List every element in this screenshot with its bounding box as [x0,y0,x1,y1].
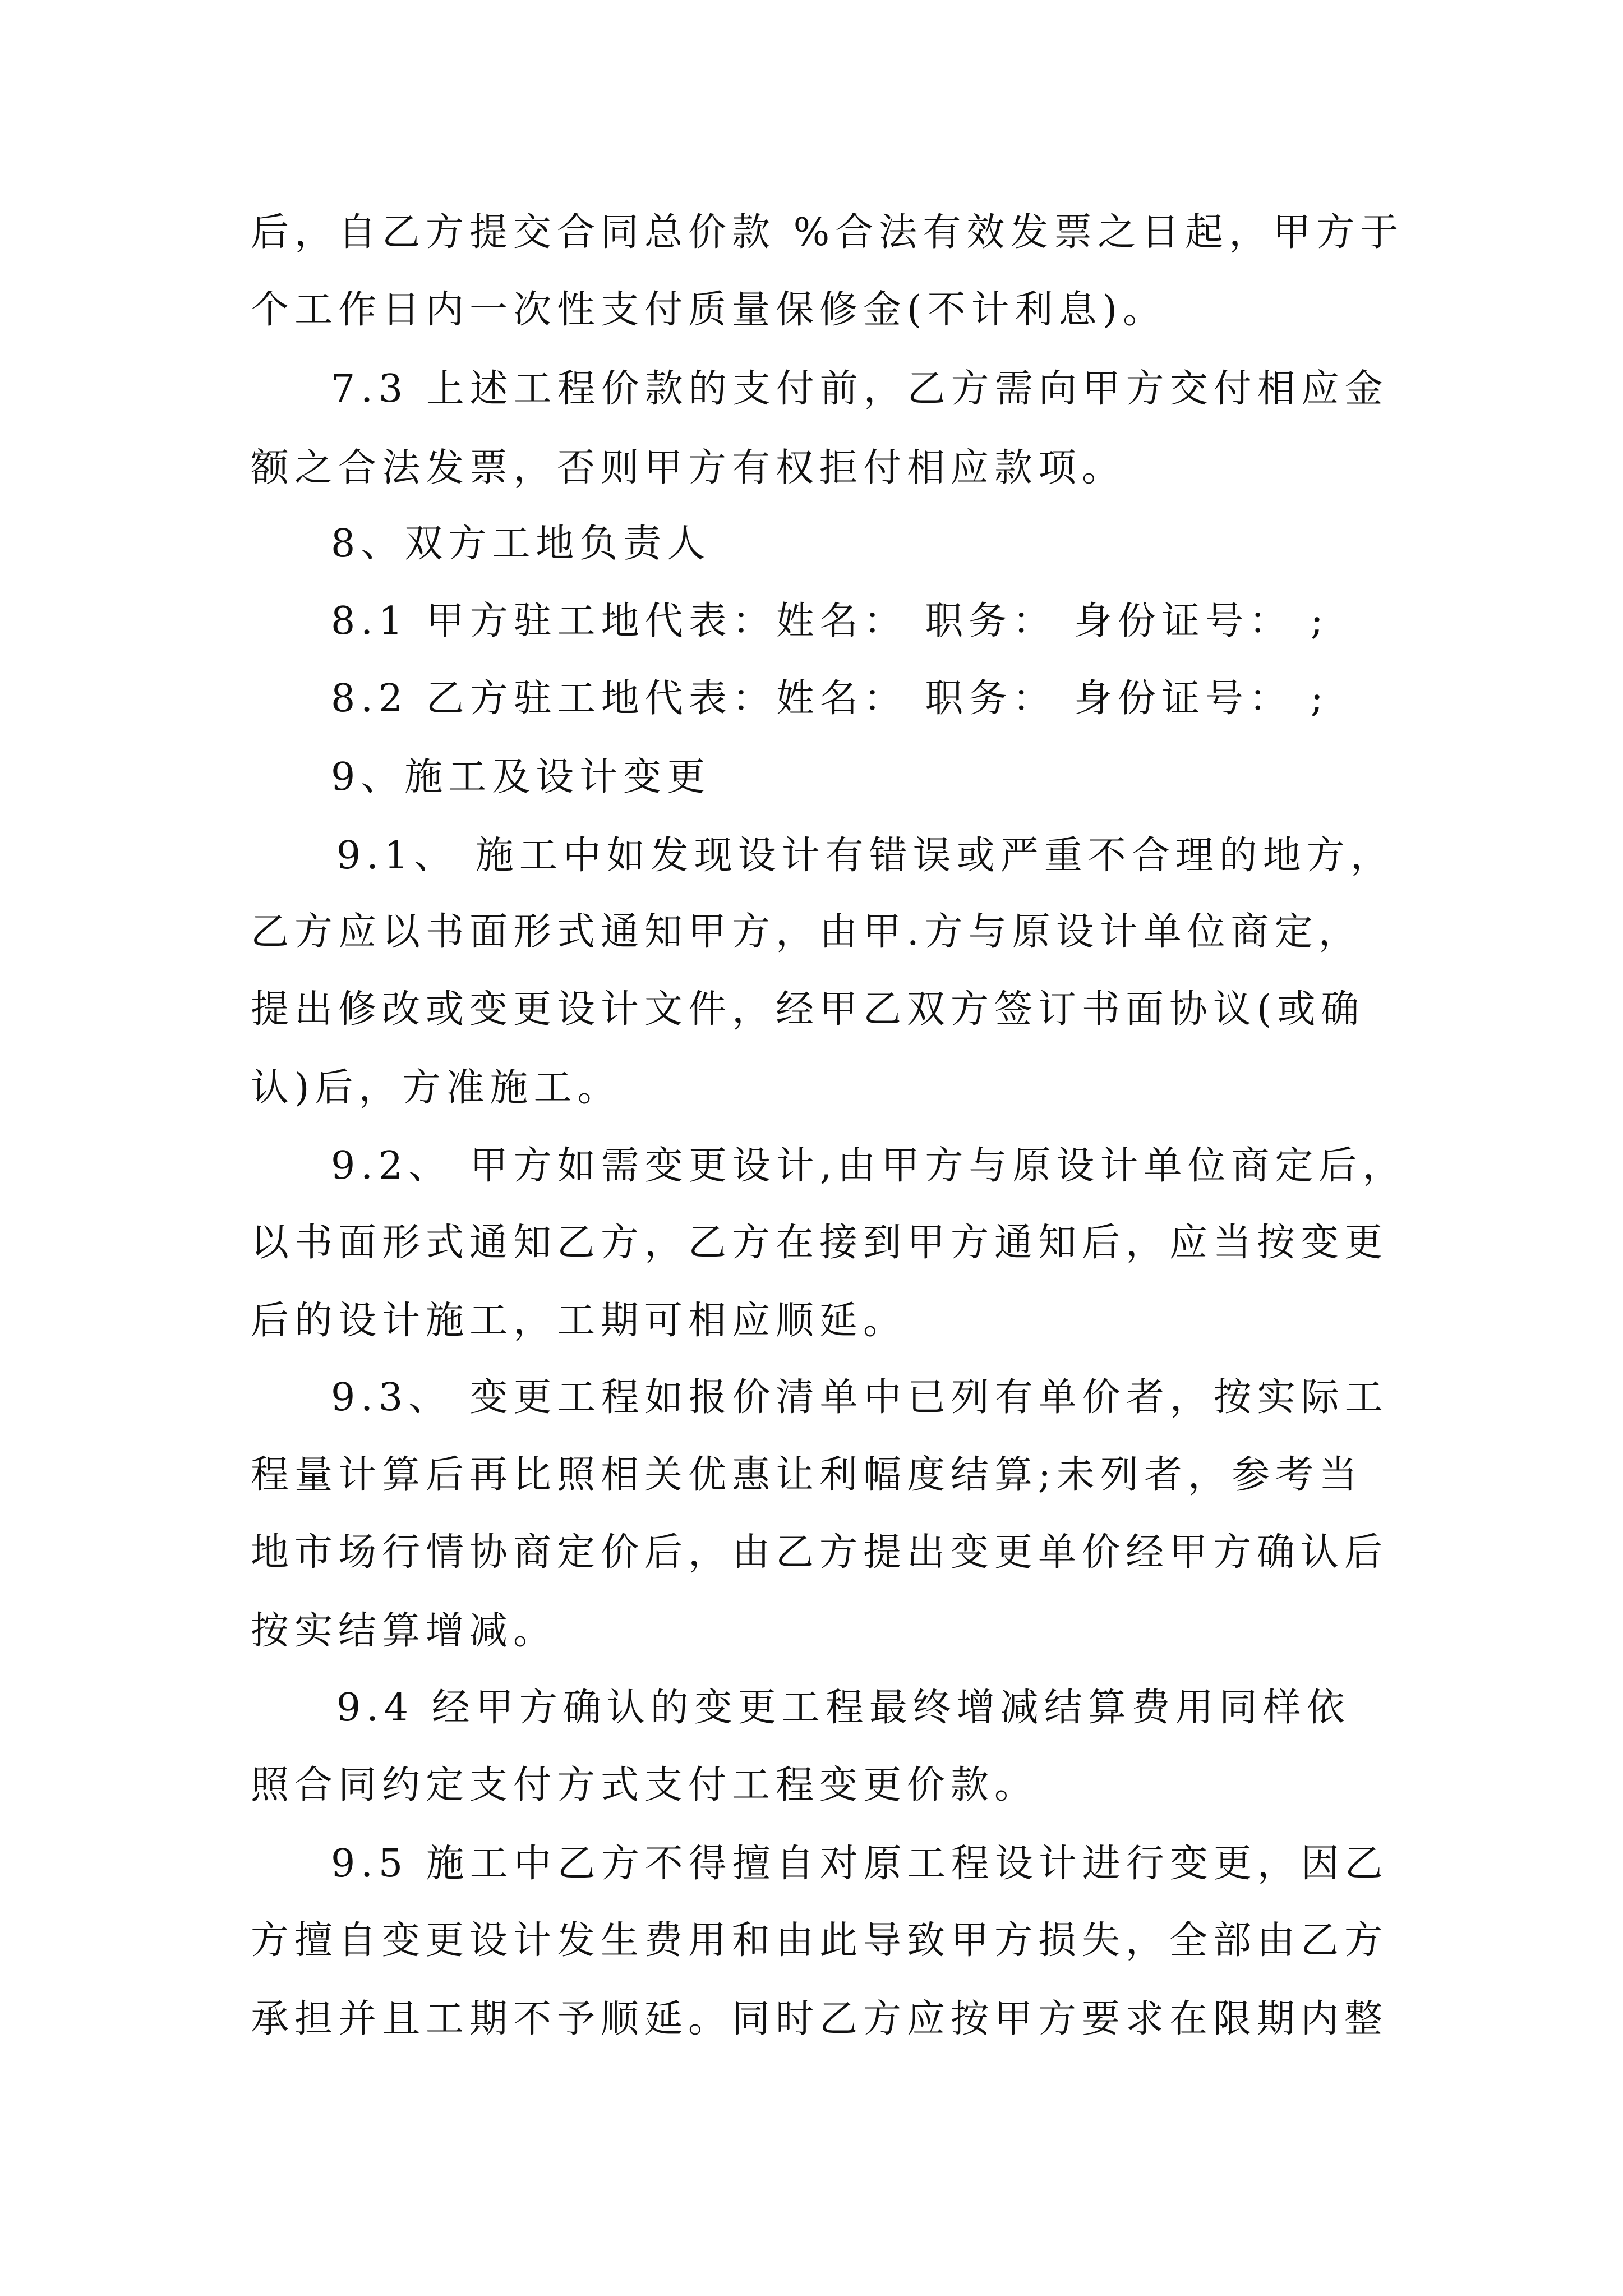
section-heading: 8、双方工地负责人 [331,522,711,566]
text-line: 9.2、 甲方如需变更设计,由甲方与原设计单位商定后， [331,1144,1407,1188]
text-line: 9.4 经甲方确认的变更工程最终增减结算费用同样依 [336,1686,1350,1730]
text-line: 乙方应以书面形式通知甲方，由甲.方与原设计单位商定， [251,910,1362,954]
text-line: 额之合法发票，否则甲方有权拒付相应款项。 [251,446,1126,490]
text-line: 8.2 乙方驻工地代表：姓名： 职务： 身份证号： ; [331,677,1329,721]
text-line: 按实结算增减。 [251,1609,557,1653]
text-line: 个工作日内一次性支付质量保修金(不计利息)。 [251,288,1167,332]
text-line: 提出修改或变更设计文件，经甲乙双方签订书面协议(或确 [251,987,1365,1032]
text-line: 8.1 甲方驻工地代表：姓名： 职务： 身份证号： ; [331,599,1329,643]
text-line: 7.3 上述工程价款的支付前，乙方需向甲方交付相应金 [331,367,1389,411]
text-line: 9.5 施工中乙方不得擅自对原工程设计进行变更，因乙 [331,1842,1389,1886]
text-line: 后的设计施工，工期可相应顺延。 [251,1299,907,1343]
section-heading: 9、施工及设计变更 [331,755,711,799]
text-line: 以书面形式通知乙方，乙方在接到甲方通知后，应当按变更 [251,1221,1389,1265]
text-line: 照合同约定支付方式支付工程变更价款。 [251,1763,1039,1807]
text-line: 地市场行情协商定价后，由乙方提出变更单价经甲方确认后 [251,1530,1389,1575]
text-line: 方擅自变更设计发生费用和由此导致甲方损失，全部由乙方 [251,1918,1389,1963]
text-line: 认)后，方准施工。 [251,1066,621,1110]
text-line: 后，自乙方提交合同总价款 %合法有效发票之日起，甲方于 [251,210,1404,255]
text-line: 程量计算后再比照相关优惠让利幅度结算;未列者，参考当 [251,1453,1363,1497]
text-line: 9.1、 施工中如发现设计有错误或严重不合理的地方， [336,834,1394,878]
text-line: 9.3、 变更工程如报价清单中已列有单价者，按实际工 [331,1375,1389,1420]
text-line: 承担并且工期不予顺延。同时乙方应按甲方要求在限期内整 [251,1997,1389,2041]
